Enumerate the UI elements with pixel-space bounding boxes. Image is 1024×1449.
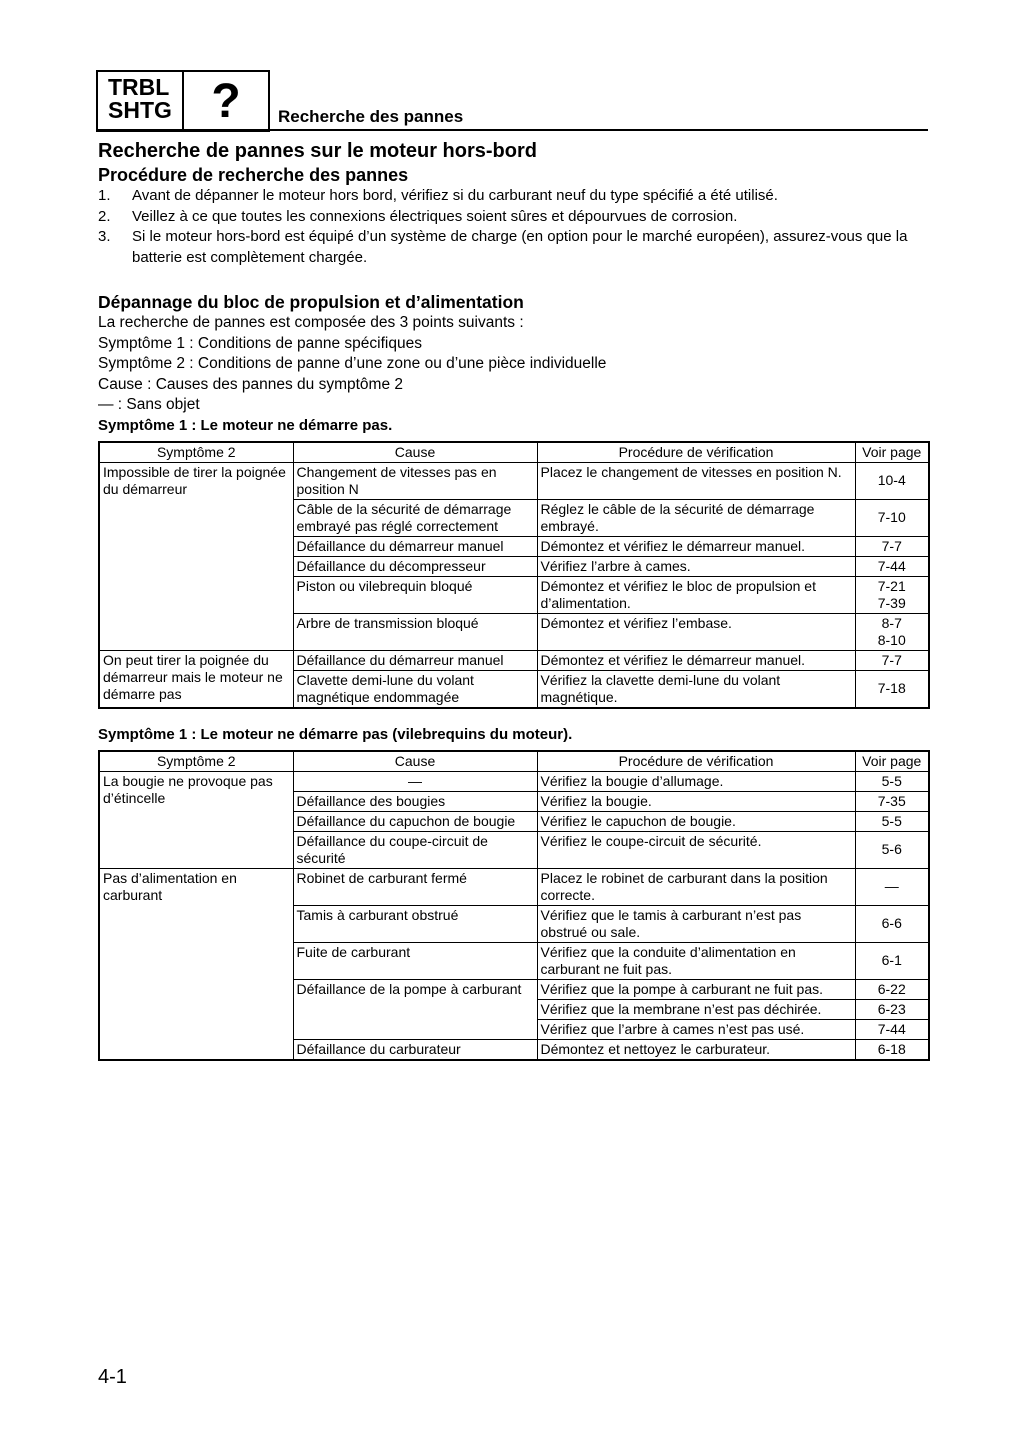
procedure-step xyxy=(98,227,928,268)
cause-cell: Câble de la sécurité de démarrage embrayé pas réglé correctement xyxy=(293,499,537,536)
procedure-cell: Démontez et nettoyez le carburateur. xyxy=(537,1039,855,1060)
column-header-cause: Cause xyxy=(293,442,537,463)
section-code-line1: TRBL xyxy=(108,74,170,100)
page-ref-cell: 7-21 7-39 xyxy=(855,576,929,613)
page-ref-cell: 5-5 xyxy=(855,771,929,791)
page-ref-cell: 7-44 xyxy=(855,1019,929,1039)
column-header-symptom2: Symptôme 2 xyxy=(99,442,293,463)
procedure-cell: Placez le changement de vitesses en position N. xyxy=(537,462,855,499)
table-row xyxy=(99,650,929,670)
intro-line: Symptôme 1 : Conditions de panne spécifiques xyxy=(98,334,422,352)
page-ref-cell: 5-6 xyxy=(855,831,929,868)
procedure-step xyxy=(98,186,928,207)
procedure-cell: Vérifiez le capuchon de bougie. xyxy=(537,811,855,831)
cause-cell: Défaillance du carburateur xyxy=(293,1039,537,1060)
table-header-row xyxy=(99,442,929,463)
procedure-cell: Démontez et vérifiez le démarreur manuel. xyxy=(537,650,855,670)
section-code-line2: SHTG xyxy=(108,97,172,123)
procedure-cell: Réglez le câble de la sécurité de démarrage embrayé. xyxy=(537,499,855,536)
column-header-cause: Cause xyxy=(293,751,537,772)
step-text: Avant de dépanner le moteur hors bord, vérifiez si du carburant neuf du type spécifié a été utilisé. xyxy=(132,187,778,204)
column-header-symptom2: Symptôme 2 xyxy=(99,751,293,772)
section-code xyxy=(98,72,184,130)
procedure-cell: Vérifiez que l’arbre à cames n’est pas usé. xyxy=(537,1019,855,1039)
cause-cell: Défaillance du démarreur manuel xyxy=(293,536,537,556)
procedure-cell: Vérifiez la clavette demi-lune du volant magnétique. xyxy=(537,670,855,708)
page-ref-cell: 7-35 xyxy=(855,791,929,811)
page-ref-cell: 7-7 xyxy=(855,650,929,670)
cause-cell: Arbre de transmission bloqué xyxy=(293,613,537,650)
table2-title: Symptôme 1 : Le moteur ne démarre pas (vilebrequins du moteur). xyxy=(98,725,573,743)
page-ref-cell: 6-1 xyxy=(855,942,929,979)
procedure-heading: Procédure de recherche des pannes xyxy=(98,165,409,185)
symptom-cell: Pas d’alimentation en carburant xyxy=(99,868,293,1060)
procedure-step xyxy=(98,207,928,228)
procedure-cell: Placez le robinet de carburant dans la position correcte. xyxy=(537,868,855,905)
page-ref-cell: 6-6 xyxy=(855,905,929,942)
cause-cell: Défaillance du capuchon de bougie xyxy=(293,811,537,831)
page-ref-cell: 6-18 xyxy=(855,1039,929,1060)
page-ref-cell: 5-5 xyxy=(855,811,929,831)
cause-cell: Fuite de carburant xyxy=(293,942,537,979)
procedure-steps xyxy=(98,186,928,268)
troubleshooting-table-2 xyxy=(98,750,930,1061)
page-content xyxy=(98,138,928,1061)
troubleshooting-table-1 xyxy=(98,441,930,709)
page-ref-cell: 8-7 8-10 xyxy=(855,613,929,650)
procedure-cell: Vérifiez le coupe-circuit de sécurité. xyxy=(537,831,855,868)
procedure-cell: Vérifiez que la membrane n’est pas déchirée. xyxy=(537,999,855,1019)
page-title: Recherche de pannes sur le moteur hors-bord xyxy=(98,140,537,162)
step-number: 3. xyxy=(98,228,111,245)
symptom-cell: Impossible de tirer la poignée du démarreur xyxy=(99,462,293,650)
cause-cell: Clavette demi-lune du volant magnétique endommagée xyxy=(293,670,537,708)
table-header-row xyxy=(99,751,929,772)
header-divider xyxy=(96,129,928,131)
procedure-cell: Vérifiez la bougie. xyxy=(537,791,855,811)
procedure-cell: Démontez et vérifiez le démarreur manuel. xyxy=(537,536,855,556)
procedure-cell: Vérifiez que la conduite d’alimentation en carburant ne fuit pas. xyxy=(537,942,855,979)
procedure-cell: Démontez et vérifiez l’embase. xyxy=(537,613,855,650)
step-text: Si le moteur hors-bord est équipé d’un système de charge (en option pour le marché européen), assurez-vous que la batterie est complètement chargée. xyxy=(132,228,908,266)
column-header-page: Voir page xyxy=(855,442,929,463)
cause-cell: Défaillance de la pompe à carburant xyxy=(293,979,537,1039)
cause-cell: Défaillance des bougies xyxy=(293,791,537,811)
page-ref-cell: 7-7 xyxy=(855,536,929,556)
page-ref-cell: — xyxy=(855,868,929,905)
symptom-cell: On peut tirer la poignée du démarreur mais le moteur ne démarre pas xyxy=(99,650,293,708)
cause-cell: Changement de vitesses pas en position N xyxy=(293,462,537,499)
section2-heading: Dépannage du bloc de propulsion et d’alimentation xyxy=(98,292,524,312)
running-header: Recherche des pannes xyxy=(278,107,464,126)
page-ref-cell: 10-4 xyxy=(855,462,929,499)
table1-title: Symptôme 1 : Le moteur ne démarre pas. xyxy=(98,416,393,434)
cause-cell: Tamis à carburant obstrué xyxy=(293,905,537,942)
page-ref-cell: 7-44 xyxy=(855,556,929,576)
intro-line: Symptôme 2 : Conditions de panne d’une zone ou d’une pièce individuelle xyxy=(98,355,607,372)
cause-cell: Défaillance du décompresseur xyxy=(293,556,537,576)
procedure-cell: Vérifiez que la pompe à carburant ne fuit pas. xyxy=(537,979,855,999)
page-number: 4-1 xyxy=(98,1366,127,1388)
intro-line: La recherche de pannes est composée des 3 points suivants : xyxy=(98,314,524,331)
cause-cell: Défaillance du coupe-circuit de sécurité xyxy=(293,831,537,868)
page-ref-cell: 7-18 xyxy=(855,670,929,708)
column-header-procedure: Procédure de vérification xyxy=(537,442,855,463)
question-mark-icon: ? xyxy=(211,74,241,128)
cause-cell: — xyxy=(293,771,537,791)
step-text: Veillez à ce que toutes les connexions électriques soient sûres et dépourvues de corrosion. xyxy=(132,207,738,225)
cause-cell: Piston ou vilebrequin bloqué xyxy=(293,576,537,613)
column-header-page: Voir page xyxy=(855,751,929,772)
page-ref-cell: 6-23 xyxy=(855,999,929,1019)
page-ref-cell: 7-10 xyxy=(855,499,929,536)
symptom-cell: La bougie ne provoque pas d’étincelle xyxy=(99,771,293,868)
procedure-cell: Vérifiez la bougie d’allumage. xyxy=(537,771,855,791)
step-number: 1. xyxy=(98,187,111,204)
section2-intro xyxy=(98,313,928,416)
intro-line: Cause : Causes des pannes du symptôme 2 xyxy=(98,375,404,393)
cause-cell: Robinet de carburant fermé xyxy=(293,868,537,905)
cause-cell: Défaillance du démarreur manuel xyxy=(293,650,537,670)
step-number: 2. xyxy=(98,207,111,225)
column-header-procedure: Procédure de vérification xyxy=(537,751,855,772)
section-tab xyxy=(96,70,270,132)
page-ref-cell: 6-22 xyxy=(855,979,929,999)
table-row xyxy=(99,868,929,905)
table-row xyxy=(99,771,929,791)
intro-line: — : Sans objet xyxy=(98,396,200,413)
procedure-cell: Vérifiez l’arbre à cames. xyxy=(537,556,855,576)
table-row xyxy=(99,462,929,499)
procedure-cell: Démontez et vérifiez le bloc de propulsion et d’alimentation. xyxy=(537,576,855,613)
procedure-cell: Vérifiez que le tamis à carburant n’est pas obstrué ou sale. xyxy=(537,905,855,942)
